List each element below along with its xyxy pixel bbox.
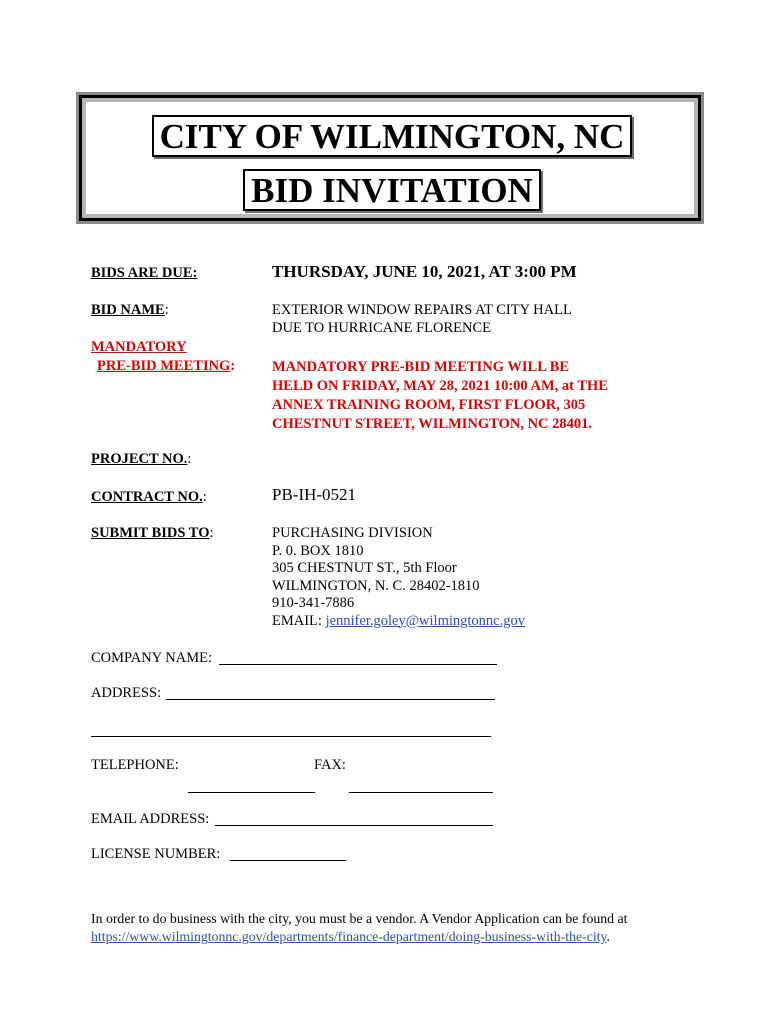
address-field[interactable] [166, 699, 495, 700]
address-line: 305 CHESTNUT ST., 5th Floor [272, 560, 457, 576]
submit-bids-address [272, 525, 525, 630]
fax-label: FAX: [314, 757, 346, 773]
email-link[interactable]: jennifer.goley@wilmingtonnc.gov [325, 612, 525, 629]
bid-name-label: BID NAME: [91, 302, 169, 318]
license-number-field[interactable] [230, 860, 346, 861]
prebid-value [272, 358, 608, 434]
email-line: EMAIL: jennifer.goley@wilmingtonnc.gov [272, 612, 525, 629]
prebid-line: HELD ON FRIDAY, MAY 28, 2021 10:00 AM, at THE [272, 378, 608, 394]
vendor-notice: In order to do business with the city, you must be a vendor. A Vendor Application can be found at https://www.wilmingtonnc.gov/departments/finance-department/doing-business-with-the-city. [91, 911, 628, 944]
bid-name-line: EXTERIOR WINDOW REPAIRS AT CITY HALL [272, 302, 572, 318]
fax-field[interactable] [349, 792, 493, 793]
license-number-label: LICENSE NUMBER: [91, 846, 221, 862]
submit-bids-label: SUBMIT BIDS TO: [91, 525, 214, 541]
document-title: BID INVITATION [243, 169, 541, 211]
prebid-label: MANDATORY PRE-BID MEETING: [91, 339, 236, 374]
bid-name-value [272, 302, 572, 337]
bids-due-value: THURSDAY, JUNE 10, 2021, AT 3:00 PM [272, 262, 577, 281]
telephone-field[interactable] [188, 792, 315, 793]
email-address-label: EMAIL ADDRESS: [91, 811, 210, 827]
address-line: PURCHASING DIVISION [272, 525, 433, 541]
telephone-label: TELEPHONE: [91, 757, 179, 773]
prebid-line: MANDATORY PRE-BID MEETING WILL BE [272, 359, 570, 375]
company-name-field[interactable] [219, 664, 497, 665]
address-label: ADDRESS: [91, 685, 162, 701]
vendor-notice-text: In order to do business with the city, you must be a vendor. A Vendor Application can be found at [91, 911, 628, 926]
city-title: CITY OF WILMINGTON, NC [152, 115, 632, 157]
address-line: 910-341-7886 [272, 595, 355, 611]
project-no-label: PROJECT NO.: [91, 451, 192, 467]
address-line: P. 0. BOX 1810 [272, 542, 364, 559]
bid-name-line: DUE TO HURRICANE FLORENCE [272, 319, 491, 336]
header-box [79, 95, 701, 221]
prebid-line: ANNEX TRAINING ROOM, FIRST FLOOR, 305 [272, 397, 586, 413]
bids-due-label: BIDS ARE DUE: [91, 265, 198, 281]
address-line: WILMINGTON, N. C. 28402-1810 [272, 577, 480, 594]
company-name-label: COMPANY NAME: [91, 650, 212, 666]
vendor-application-link[interactable]: https://www.wilmingtonnc.gov/departments/finance-department/doing-business-with-the-city [91, 929, 607, 944]
email-address-field[interactable] [215, 825, 493, 826]
contract-no-label: CONTRACT NO.: [91, 489, 207, 505]
address-field-line-2[interactable] [91, 736, 491, 737]
prebid-line: CHESTNUT STREET, WILMINGTON, NC 28401. [272, 416, 593, 432]
contract-no-value: PB-IH-0521 [272, 485, 357, 504]
